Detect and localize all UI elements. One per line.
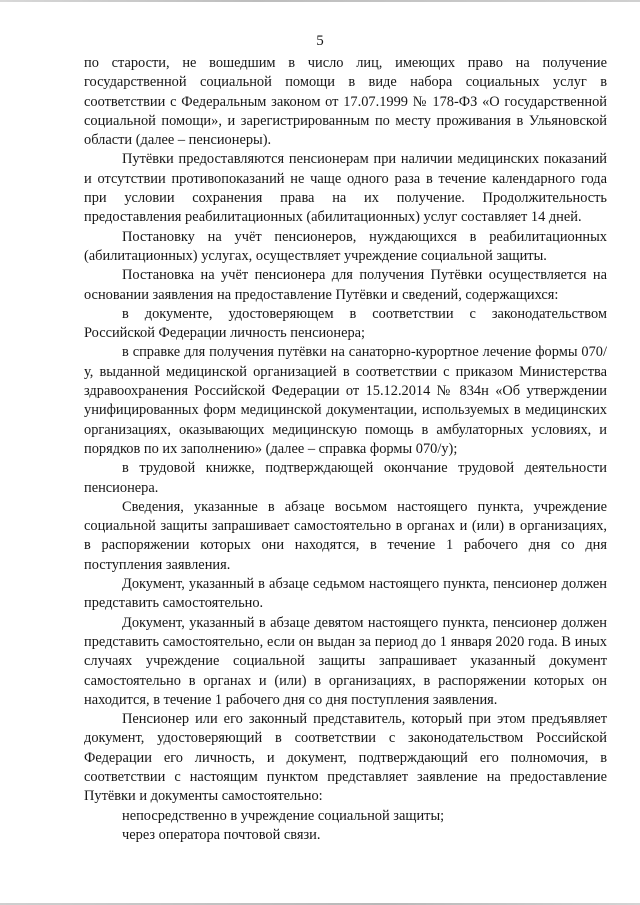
paragraph-identity-document: в документе, удостоверяющем в соответствии с законодательством Российской Федерации личность пенсионера; — [84, 305, 607, 342]
scan-edge-top — [0, 0, 640, 2]
page-number: 5 — [316, 33, 324, 49]
paragraph-ninth-clause: Документ, указанный в абзаце девятом настоящего пункта, пенсионер должен представить самостоятельно, если он выдан за период до 1 января 2020 года. В иных случаях учреждение социальной защиты запрашивает указанный документ самостоятельно в органах и (или) в организациях, в распоряжении которых он находится, в течение 1 рабочего дня со дня поступления заявления. — [84, 614, 607, 708]
paragraph-representative: Пенсионер или его законный представитель, который при этом предъявляет документ, удостоверяющий в соответствии с законодательством Российской Федерации его личность, и документ, подтверждающий его полномочия, в соответствии с настоящим пунктом представляет заявление на предоставление Путёвки и документы самостоятельно: — [84, 711, 607, 805]
paragraph-registration: Постановку на учёт пенсионеров, нуждающихся в реабилитационных (абилитационных) услугах, осуществляет учреждение социальной защиты. — [84, 228, 607, 264]
paragraph-work-record: в трудовой книжке, подтверждающей окончание трудовой деятельности пенсионера. — [84, 460, 607, 496]
paragraph-submit-directly: непосредственно в учреждение социальной защиты; — [122, 807, 445, 824]
paragraph-continuation: по старости, не вошедшим в число лиц, имеющих право на получение государственной социальной помощи в виде набора социальных услуг в соответствии с Федеральным законом от 17.07.1999 № 178-ФЗ «О государственной социальной помощи», и зарегистрированным по месту проживания в Ульяновской области (далее – пенсионеры). — [84, 55, 607, 149]
document-body — [84, 54, 607, 845]
paragraph-seventh-clause: Документ, указанный в абзаце седьмом настоящего пункта, пенсионер должен представить самостоятельно. — [84, 576, 607, 612]
paragraph-registration-basis: Постановка на учёт пенсионера для получения Путёвки осуществляется на основании заявления на предоставление Путёвки и сведений, содержащихся: — [84, 267, 607, 303]
paragraph-eighth-clause: Сведения, указанные в абзаце восьмом настоящего пункта, учреждение социальной защиты запрашивает самостоятельно в органах и (или) в организациях, в распоряжении которых они находятся, в течение 1 рабочего дня со дня поступления заявления. — [84, 498, 607, 573]
paragraph-submit-by-post: через оператора почтовой связи. — [122, 826, 321, 843]
paragraph-medical-certificate: в справке для получения путёвки на санаторно-курортное лечение формы 070/у, выданной медицинской организацией в соответствии с приказом Министерства здравоохранения Российской Федерации от 15.12.2014 № 834н «Об утверждении унифицированных форм медицинской документации, используемых в медицинских организациях, оказывающих медицинскую помощь в амбулаторных условиях, и порядков по их заполнению» (далее – справка формы 070/у); — [84, 344, 607, 457]
paragraph-vouchers: Путёвки предоставляются пенсионерам при наличии медицинских показаний и отсутствии противопоказаний не чаще одного раза в течение календарного года при условии сохранения права на их получение. Продолжительность предоставления реабилитационных (абилитационных) услуг составляет 14 дней. — [84, 151, 607, 226]
